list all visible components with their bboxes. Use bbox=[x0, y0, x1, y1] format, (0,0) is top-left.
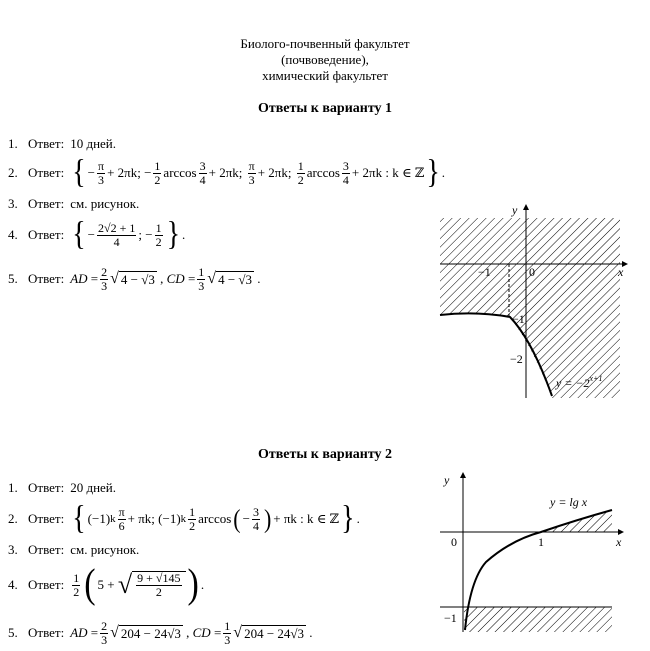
v2-answer-1: 1. Ответ: 20 дней. bbox=[8, 480, 117, 495]
v2-answer-4: 4. Ответ: $\frac{1}{2}$ ( 5 + √ $\frac{9 + √145}{2}$ ) . bbox=[8, 562, 205, 607]
v2-x-label: x bbox=[616, 535, 622, 549]
v2-curve-label: y = lg x bbox=[550, 495, 588, 509]
v1-shaded-region bbox=[440, 218, 620, 398]
v2-tick-y-m1: −1 bbox=[444, 611, 457, 625]
v2-graph bbox=[436, 470, 636, 640]
v2-shaded-bottom bbox=[464, 607, 612, 632]
faculty-line-2: (почвоведение), bbox=[281, 52, 369, 67]
v2-y-label: y bbox=[444, 473, 450, 487]
faculty-line-3: химический факультет bbox=[262, 68, 388, 83]
v2-answer-5: 5. Ответ: AD = $\frac{2}{3}$ √ 204 − 24√3 , CD = $\frac{1}{3}$ √ 204 − 24√3 . bbox=[8, 618, 313, 647]
v1-graph bbox=[436, 200, 636, 400]
v1-tick-y-m2: −2 bbox=[510, 352, 523, 366]
variant-2-title: Ответы к варианту 2 bbox=[257, 447, 393, 462]
v1-answer-1: 1. Ответ: 10 дней. bbox=[8, 136, 117, 151]
faculty-line-1: Биолого-почвенный факультет bbox=[240, 36, 410, 51]
v1-y-label: y bbox=[512, 203, 518, 217]
v2-answer-2: 2. Ответ: { (−1) k $\frac{\pi}{6}$ + πk; (−1) k $\frac{1}{2}$ arccos ( − $\frac{3}{4}$ ) + πk : k ∈ ℤ } . bbox=[8, 499, 360, 537]
v1-x-label: x bbox=[618, 265, 624, 279]
v1-answer-4: 4. Ответ: { − $\frac{2√2 + 1}{4}$ ; − $\frac{1}{2}$ } . bbox=[8, 215, 186, 253]
v1-curve-label: $y = -2^{x+1}$ bbox=[556, 374, 603, 390]
v2-origin: 0 bbox=[451, 535, 457, 549]
v1-answer-5: 5. Ответ: AD = $\frac{2}{3}$ √ 4 − √3 , CD = $\frac{1}{3}$ √ 4 − √3 . bbox=[8, 264, 261, 293]
v1-answer-2: 2. Ответ: { − $\frac{\pi}{3}$ + 2πk; − $\frac{1}{2}$ arccos $\frac{3}{4}$ + 2πk; $\frac{\pi}{3}$ + 2πk; $\frac{1}{2}$ arccos $\frac{3}{4}$ + 2πk : k ∈ ℤ } . bbox=[8, 153, 446, 191]
v1-answer-3: 3. Ответ: см. рисунок. bbox=[8, 196, 140, 211]
v1-tick-x-m1: −1 bbox=[478, 265, 491, 279]
v2-answer-3: 3. Ответ: см. рисунок. bbox=[8, 542, 140, 557]
variant-1-title: Ответы к варианту 1 bbox=[257, 101, 393, 116]
v1-origin: 0 bbox=[529, 265, 535, 279]
v1-tick-y-m1: −1 bbox=[512, 312, 525, 326]
v2-tick-x-1: 1 bbox=[538, 535, 544, 549]
